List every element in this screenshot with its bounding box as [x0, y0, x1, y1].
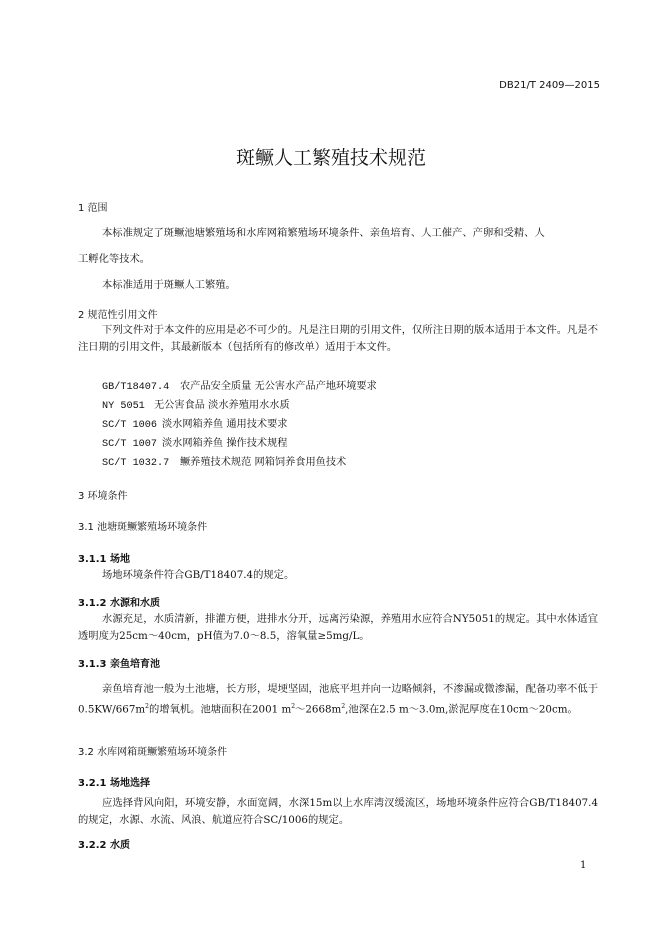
reference-code: SC/T 1006	[102, 420, 158, 431]
document-title: 斑鳜人工繁殖技术规范	[235, 147, 426, 169]
reference-title: 淡水网箱养鱼 操作技术规程	[162, 438, 288, 449]
reference-code: GB/T18407.4	[102, 382, 170, 393]
section-2-intro: 下列文件对于本文件的应用是必不可少的。凡是注日期的引用文件，仅所注日期的版本适用于本文件。凡是不注日期的引用文件，其最新版本（包括所有的修改单）适用于本文件。	[78, 324, 598, 353]
section-3-1-1-text: 场地环境条件符合GB/T18407.4的规定。	[102, 569, 295, 581]
section-3-2-1-text: 应选择背风向阳，环境安静，水面宽阔，水深15m以上水库湾汊缓流区，场地环境条件应符合GB/T18407.4的规定，水源、水流、风浪、航道应符合SC/1006的规定。	[78, 797, 598, 826]
reference-code: SC/T 1007	[102, 439, 158, 450]
reference-item	[102, 377, 377, 393]
section-1-para-1-line-1: 本标准规定了斑鳜池塘繁殖场和水库网箱繁殖场环境条件、亲鱼培育、人工催产、产卵和受精、人	[102, 227, 545, 239]
reference-title: 淡水网箱养鱼 通用技术要求	[162, 419, 288, 430]
reference-item	[102, 396, 290, 412]
section-3-1-2-text: 水源充足，水质清新，排灌方便，进排水分开，远离污染源，养殖用水应符合NY5051的规定。其中水体适宜透明度为25cm～40cm，pH值为7.0～8.5，溶氧量≥5mg/L。	[78, 613, 598, 642]
section-3-heading: 3 环境条件	[78, 491, 128, 502]
reference-title: 农产品安全质量 无公害水产品产地环境要求	[180, 381, 377, 392]
section-1-para-2: 本标准适用于斑鳜人工繁殖。	[102, 279, 236, 291]
reference-item	[102, 434, 288, 450]
section-3-2-heading: 3.2 水库网箱斑鳜繁殖场环境条件	[78, 747, 228, 758]
reference-code: NY 5051	[102, 401, 145, 412]
section-3-1-2-heading: 3.1.2 水源和水质	[78, 598, 160, 609]
document-code: DB21/T 2409—2015	[499, 80, 600, 91]
reference-item	[102, 415, 288, 431]
reference-code: SC/T 1032.7	[102, 458, 170, 469]
section-1-heading: 1 范围	[78, 203, 108, 214]
reference-title: 鳜养殖技术规范 网箱饲养食用鱼技术	[180, 457, 347, 468]
section-3-1-1-heading: 3.1.1 场地	[78, 554, 130, 565]
section-3-2-2-heading: 3.2.2 水质	[78, 840, 130, 851]
section-3-1-heading: 3.1 池塘斑鳜繁殖场环境条件	[78, 522, 208, 533]
section-2-heading: 2 规范性引用文件	[78, 310, 158, 321]
section-3-1-3-heading: 3.1.3 亲鱼培育池	[78, 659, 160, 670]
section-3-1-3-text: 亲鱼培育池一般为土池塘，长方形，堤埂坚固，池底平坦并向一边略倾斜，不渗漏或微渗漏，配备功率不低于$0.5KW/667m^2$的增氧机。池塘面积在2001 $m^2\sim 2668m^2$,池深在2.5 m～3.0m,淤泥厚度在10cm～20cm。	[78, 683, 598, 716]
reference-title: 无公害食品 淡水养殖用水水质	[154, 400, 290, 411]
section-1-para-1-line-2: 工孵化等技术。	[78, 253, 151, 265]
reference-item	[102, 453, 346, 469]
page-number: 1	[580, 860, 587, 871]
section-3-2-1-heading: 3.2.1 场地选择	[78, 778, 150, 789]
